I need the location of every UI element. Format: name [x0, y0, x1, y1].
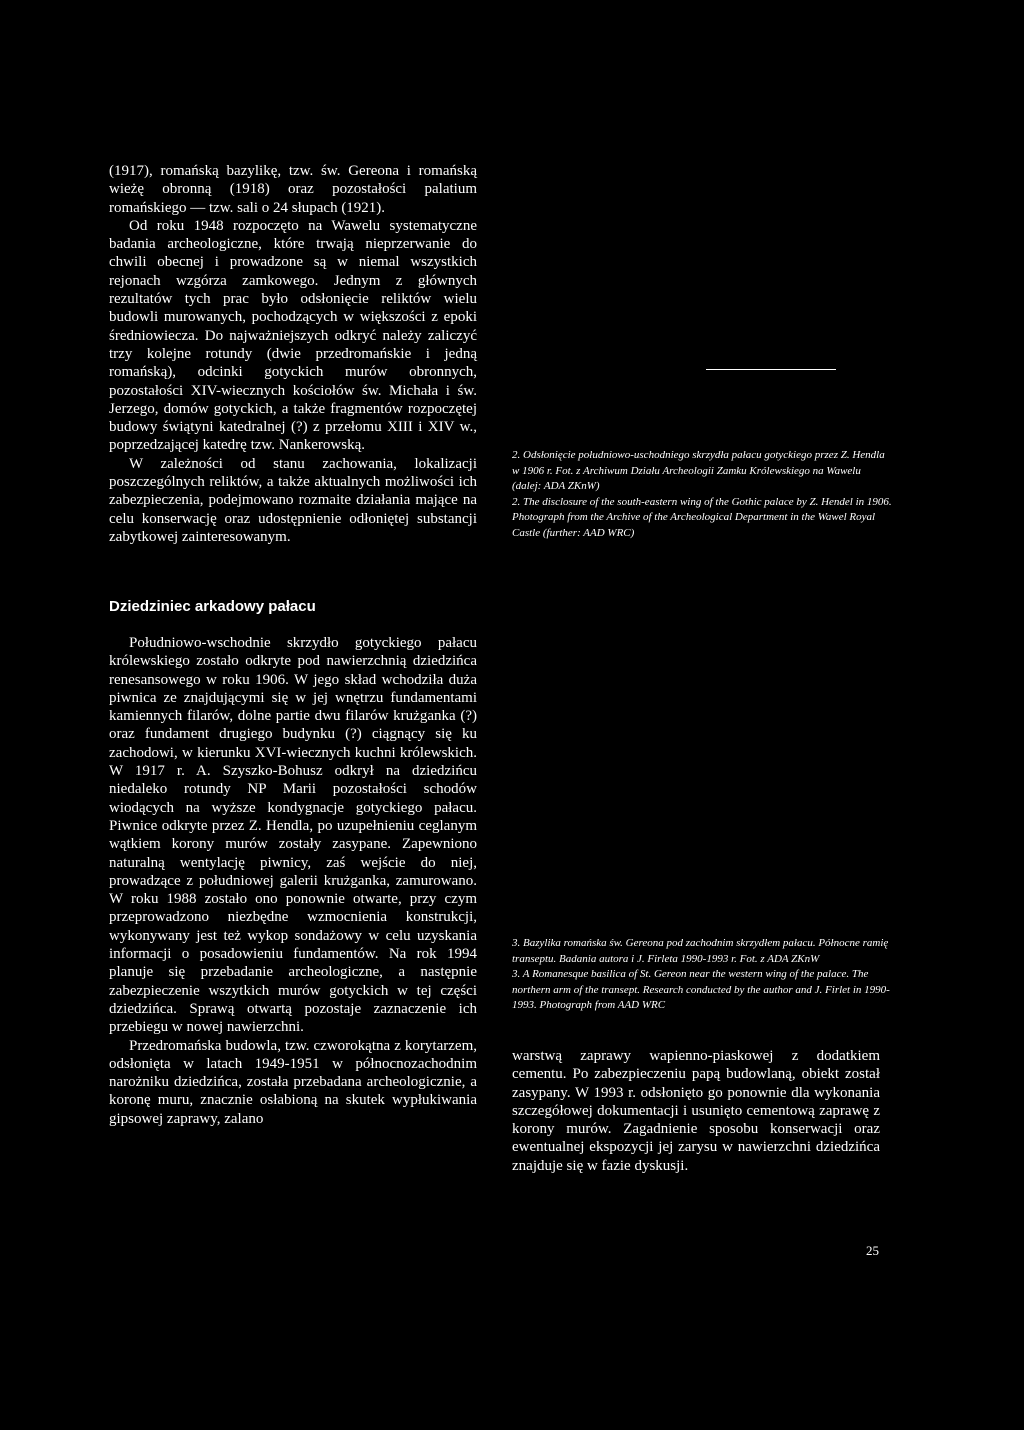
- paragraph-preromanesque-building: Przedromańska budowla, tzw. czworokątna z korytarzem, odsłonięta w latach 1949-1951 w północnozachodnim narożniku dziedzińca, została przebadana archeologicznie, a koronę muru, znacznie osłabioną na skutek wypłukiwania gipsowej zaprawy, zalano: [109, 1037, 477, 1127]
- figure-2-caption-polish: 2. Odsłonięcie południowo-uschodniego skrzydła pałacu gotyckiego przez Z. Hendla w 1906 r. Fot. z Archiwum Działu Archeologii Zamku Królewskiego na Wawelu (dalej: ADA ZKnW): [512, 449, 885, 493]
- paragraph-wawel-research: Od roku 1948 rozpoczęto na Wawelu systematyczne badania archeologiczne, które trwają nieprzerwanie do chwili obecnej i prowadzone są w niemal wszystkich rejonach wzgórza zamkowego. Jednym z głównych rezultatów tych prac było odsłonięcie reliktów wielu budowli murowanych, pochodzących w większości z epoki średniowiecza. Do najważniejszych odkryć należy zaliczyć trzy kolejne rotundy (dwie przedromańskie i jedną romańską), odcinki gotyckich murów obronnych, pozostałości XIV-wiecznych kościołów św. Michała i św. Jerzego, domów gotyckich, a także fragmentów rozpoczętej budowy świątyni katedralnej (?) z przełomu XIII i XIV w., poprzedzającej katedrę tzw. Nankerowską.: [109, 217, 477, 454]
- figure-3-caption-polish: 3. Bazylika romańska św. Gereona pod zachodnim skrzydłem pałacu. Północne ramię transeptu. Badania autora i J. Firleta 1990-1993 r. Fot. z ADA ZKnW: [512, 937, 889, 965]
- top-text-block: [109, 162, 477, 546]
- paragraph-conservation: W zależności od stanu zachowania, lokalizacji poszczególnych reliktów, a także aktualnych możliwości ich zabezpieczenia, podejmowano rozmaite działania mające na celu konserwację oraz udostępnienie odłoniętej substancji zabytkowej zainteresowanym.: [109, 455, 477, 545]
- caption-divider: [706, 369, 836, 370]
- figure-3-caption: [512, 936, 892, 1014]
- figure-2-caption-english: 2. The disclosure of the south-eastern wing of the Gothic palace by Z. Hendel in 1906. Photograph from the Archive of the Archeological Department in the Wawel Royal Castle (further: AAD WRC): [512, 495, 892, 539]
- page-number: 25: [866, 1243, 879, 1258]
- paragraph-right-column: warstwą zaprawy wapienno-piaskowej z dodatkiem cementu. Po zabezpieczeniu papą budowlaną, obiekt został zasypany. W 1993 r. odsłonięto go ponownie dla wykonania szczegółowej dokumentacji i usunięto cementową zaprawę z korony murów. Zagadnienie sposobu konserwacji oraz ewentualnej ekspozycji jej zarysu w nawierzchni dziedzińca znajduje się w fazie dyskusji.: [512, 1048, 880, 1174]
- figure-3-caption-english: 3. A Romanesque basilica of St. Gereon near the western wing of the palace. The northern arm of the transept. Research conducted by the author and J. Firlet in 1990-1993. Photograph from AAD WRC: [512, 968, 890, 1012]
- section-heading: Dziedziniec arkadowy pałacu: [109, 598, 316, 615]
- bottom-text-block: [109, 634, 477, 1128]
- paragraph-continuation: (1917), romańską bazylikę, tzw. św. Gereona i romańską wieżę obronną (1918) oraz pozostałości palatium romańskiego — tzw. sali o 24 słupach (1921).: [109, 163, 477, 216]
- figure-2-caption: [512, 448, 892, 542]
- paragraph-southeast-wing: Południowo-wschodnie skrzydło gotyckiego pałacu królewskiego zostało odkryte pod nawierzchnią dziedzińca renesansowego w roku 1906. W jego skład wchodziła duża piwnica ze znajdującymi się w jej wnętrzu fundamentami kamiennych filarów, dolne partie dwu filarów krużganka (?) oraz fundament drugiego budynku (?) ciągnący się ku zachodowi, w kierunku XVI-wiecznych kuchni królewskich. W 1917 r. A. Szyszko-Bohusz odkrył na dziedzińcu niedaleko rotundy NP Marii pozostałości schodów wiodących na wyższe kondygnacje gotyckiego pałacu. Piwnice odkryte przez Z. Hendla, po uzupełnieniu ceglanym wątkiem korony murów zostały zasypane. Zapewniono naturalną wentylację piwnicy, zaś wejście do niej, prowadzące z południowej galerii krużganka, zamurowano. W roku 1988 zostało ono ponownie otwarte, przy czym przeprowadzono niezbędne wzmocnienia konstrukcji, wykonywany jest też wykop sondażowy w celu uzyskania informacji o posadowieniu fundamentów. Na rok 1994 planuje się przebadanie archeologiczne, a następnie zabezpieczenie wszytkich murów gotyckich w tej części dziedzińca. Sprawą otwartą pozostaje zaznaczenie ich przebiegu w nowej nawierzchni.: [109, 635, 477, 1036]
